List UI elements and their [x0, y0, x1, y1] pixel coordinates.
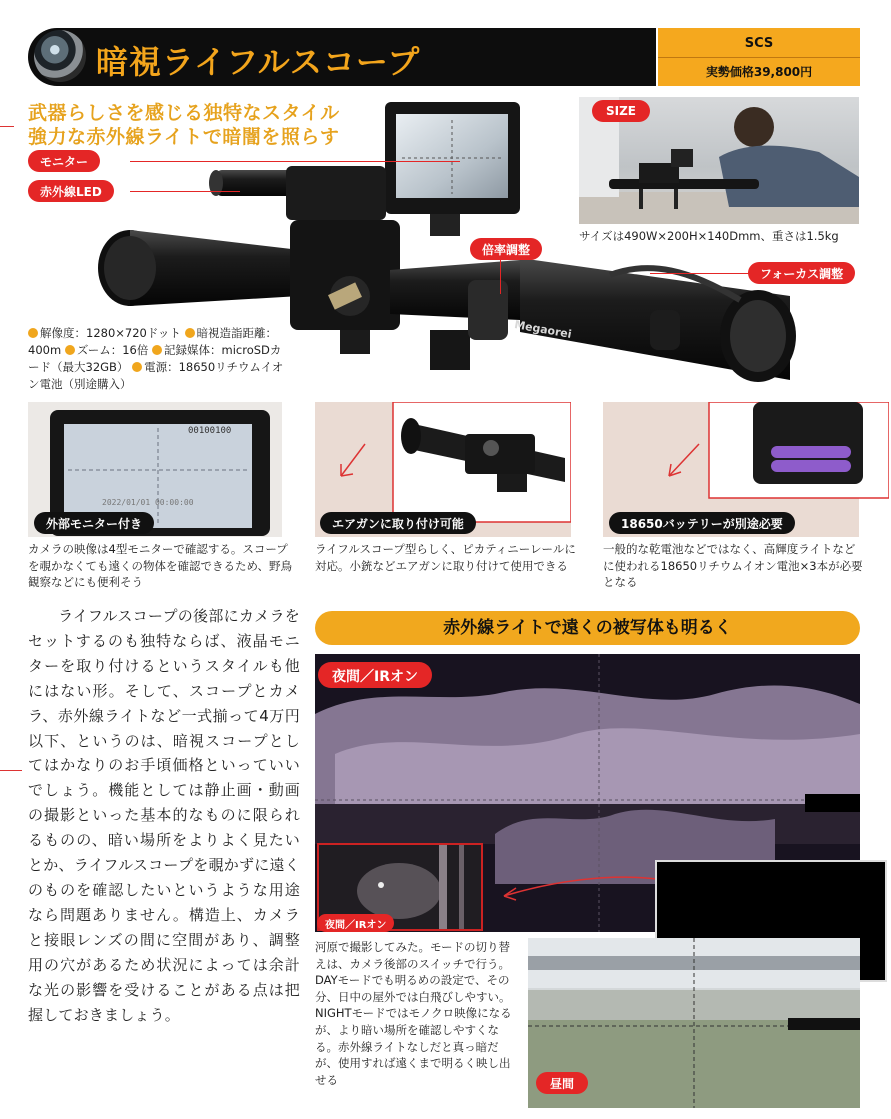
- callout-monitor: モニター: [28, 150, 100, 172]
- spec-list: [28, 325, 288, 393]
- lens-icon: [34, 30, 86, 82]
- crop-mark: [0, 126, 14, 127]
- bullet-dot: [152, 345, 162, 355]
- label-night-ir-on: 夜間／IRオン: [318, 662, 432, 688]
- callout-ir-led-line: [130, 191, 240, 192]
- feature-caption-battery: 一般的な乾電池などではなく、高輝度ライトなどに使われる18650リチウムイオン電池×3本が必要となる: [603, 542, 863, 589]
- catch-line-1: 武器らしさを感じる独特なスタイル: [28, 102, 340, 124]
- monitor-counter: 00100100: [188, 426, 232, 436]
- callout-focus-line: [650, 273, 750, 274]
- label-daytime: 昼間: [536, 1072, 588, 1094]
- spec-item: 電源：18650リチウムイオン電池（別途購入）: [28, 360, 284, 391]
- maker-name: SCS: [744, 36, 774, 51]
- crop-mark: [0, 770, 22, 771]
- bullet-dot: [28, 328, 38, 338]
- monitor-unit: [385, 102, 520, 236]
- price-divider: [658, 57, 860, 58]
- price-value: 実勢価格39,800円: [705, 65, 813, 79]
- bullet-dot: [185, 328, 195, 338]
- monitor-timestamp: 2022/01/01 00:00:00: [102, 498, 194, 507]
- callout-monitor-line: [130, 161, 460, 162]
- spec-item: 記録媒体：microSDカード（最大32GB）: [28, 343, 282, 374]
- callout-focus: フォーカス調整: [748, 262, 855, 284]
- size-caption: サイズは490W×200H×140Dmm、重さは1.5kg: [579, 229, 839, 243]
- ir-section-banner: 赤外線ライトで遠くの被写体も明るく: [315, 611, 860, 645]
- spec-item: ズーム：16倍: [76, 343, 149, 357]
- ir-led-torch: [209, 166, 386, 220]
- spec-item: 暗視造詣距離：400m: [28, 326, 278, 357]
- feature-caption-airgun: ライフルスコープ型らしく、ピカティニーレールに対応。小銃などエアガンに取り付けて使用できる: [315, 542, 576, 573]
- page-title: 暗視ライフルスコープ: [96, 43, 421, 81]
- size-badge: SIZE: [592, 100, 650, 122]
- body-paragraph: ライフルスコープの後部にカメラをセットするのも独特ならば、液晶モニターを取り付けるというスタイルも他にはない形。そして、スコープとカメラ、赤外線ライトなど一式揃って4万円以下、というのは、暗視スコープとしてはかなりのお手頃価格といっていいでしょう。機能としては静止画・動画の撮影といった基本的なものに限られるものの、暗い場所をよりよく見たいとか、ライフルスコープを覗かずに遠くのものを確認したいというような用途なら問題ありません。構造上、カメラと接眼レンズの間に空間があり、調整用の穴があるため状況によっては余計な光の影響を受けることがある点は把握しておきましょう。: [28, 607, 300, 1024]
- arrow-icon: [490, 872, 670, 912]
- objective-barrel: [98, 230, 300, 306]
- feature-tag-battery: 18650バッテリーが別途必要: [609, 512, 795, 534]
- bullet-dot: [65, 345, 75, 355]
- body-text: [28, 604, 300, 1027]
- callout-zoom-line: [500, 258, 501, 294]
- brand-mark: Megaorei: [513, 318, 573, 341]
- feature-tag-airgun: エアガンに取り付け可能: [320, 512, 476, 534]
- spec-item: 解像度：1280×720ドット: [40, 326, 181, 340]
- label-night-ir-on-small: 夜間／IRオン: [317, 914, 394, 932]
- callout-ir-led: 赤外線LED: [28, 180, 114, 202]
- ir-caption: 河原で撮影してみた。モードの切り替えは、カメラ後部のスイッチで行う。DAYモードでも明るめの設定で、その分、日中の屋外では白飛びしやすい。NIGHTモードではモノクロ映像になるが、より暗い場所を確認しやすくなる。赤外線ライトなしだと真っ暗だが、使用すれば遠くまで明るく映し出せる: [315, 940, 512, 1087]
- bullet-dot: [132, 362, 142, 372]
- catch-line-2: 強力な赤外線ライトで暗闇を照らす: [28, 126, 340, 148]
- feature-tag-monitor: 外部モニター付き: [34, 512, 154, 534]
- feature-caption-monitor: カメラの映像は4型モニターで確認する。スコープを覗かなくても遠くの物体を確認できるため、野鳥観察などにも便利そう: [28, 542, 293, 589]
- callout-zoom: 倍率調整: [470, 238, 542, 260]
